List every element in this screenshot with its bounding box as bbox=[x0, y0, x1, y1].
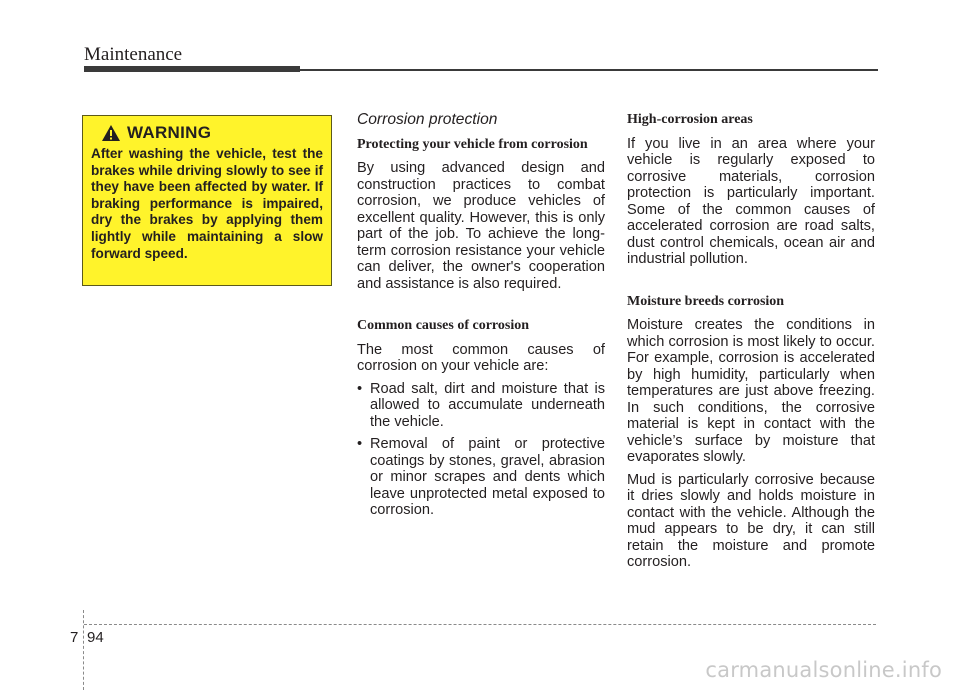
footer-vertical-rule bbox=[83, 610, 84, 690]
paragraph-moisture-1: Moisture creates the conditions in which corrosion is most likely to occur. For example, corrosion is accelerated by high humidity, particularly when temperatures are just above freezing. In such conditions, the corrosive material is kept in contact with the vehicle’s surface by moisture that evaporates slowly. bbox=[627, 317, 875, 465]
paragraph-moisture-2: Mud is particularly corrosive because it dries slowly and holds moisture in contact with the vehicle. Although the mud appears to be dry, it can still retain the moisture and promote corrosion. bbox=[627, 471, 875, 570]
header-rule-thin bbox=[300, 69, 878, 71]
subheading-high-corrosion: High-corrosion areas bbox=[627, 112, 753, 127]
right-column bbox=[627, 112, 875, 577]
watermark: carmanualsonline.info bbox=[705, 658, 942, 682]
section-title: Corrosion protection bbox=[357, 111, 498, 128]
page-header-title: Maintenance bbox=[84, 44, 183, 65]
header-rule-thick bbox=[84, 66, 300, 72]
list-item-text: Road salt, dirt and moisture that is allowed to accumulate underneath the vehicle. bbox=[370, 380, 605, 430]
warning-box bbox=[82, 115, 332, 286]
paragraph-causes-intro: The most common causes of corrosion on your vehicle are: bbox=[357, 341, 605, 374]
page-number: 94 bbox=[87, 629, 104, 646]
paragraph-protecting: By using advanced design and construction practices to combat corrosion, we produce vehicles of excellent quality. However, this is only part of the job. To achieve the long-term corrosion resistance your vehicle can deliver, the owner's cooperation and assistance is also required. bbox=[357, 160, 605, 292]
warning-text: After washing the vehicle, test the brakes while driving slowly to see if they have been affected by water. If braking performance is impaired, dry the brakes by applying them lightly while maintaining a slow forward speed. bbox=[91, 146, 323, 261]
list-item bbox=[357, 381, 605, 431]
warning-header bbox=[101, 123, 323, 143]
subheading-moisture: Moisture breeds corrosion bbox=[627, 293, 785, 309]
causes-list bbox=[357, 381, 605, 519]
subheading-causes: Common causes of corrosion bbox=[357, 318, 530, 333]
paragraph-high-corrosion: If you live in an area where your vehicle is regularly exposed to corrosive materials, corrosion protection is particularly important. Some of the common causes of accelerated corrosion are road salts, dust control chemicals, ocean air and industrial pollution. bbox=[627, 135, 875, 267]
chapter-number: 7 bbox=[70, 629, 79, 646]
bullet-icon: • bbox=[357, 436, 363, 452]
warning-triangle-icon bbox=[101, 124, 121, 142]
bullet-icon: • bbox=[357, 380, 363, 397]
footer-rule bbox=[84, 624, 876, 625]
list-item-text: Removal of paint or protective coatings by stones, gravel, abrasion or minor scrapes and dents which leave unprotected metal exposed to corrosion. bbox=[370, 436, 605, 518]
warning-title: WARNING bbox=[127, 123, 212, 142]
list-item bbox=[357, 436, 605, 519]
subheading-protecting: Protecting your vehicle from corrosion bbox=[357, 136, 588, 152]
middle-column bbox=[357, 112, 605, 525]
